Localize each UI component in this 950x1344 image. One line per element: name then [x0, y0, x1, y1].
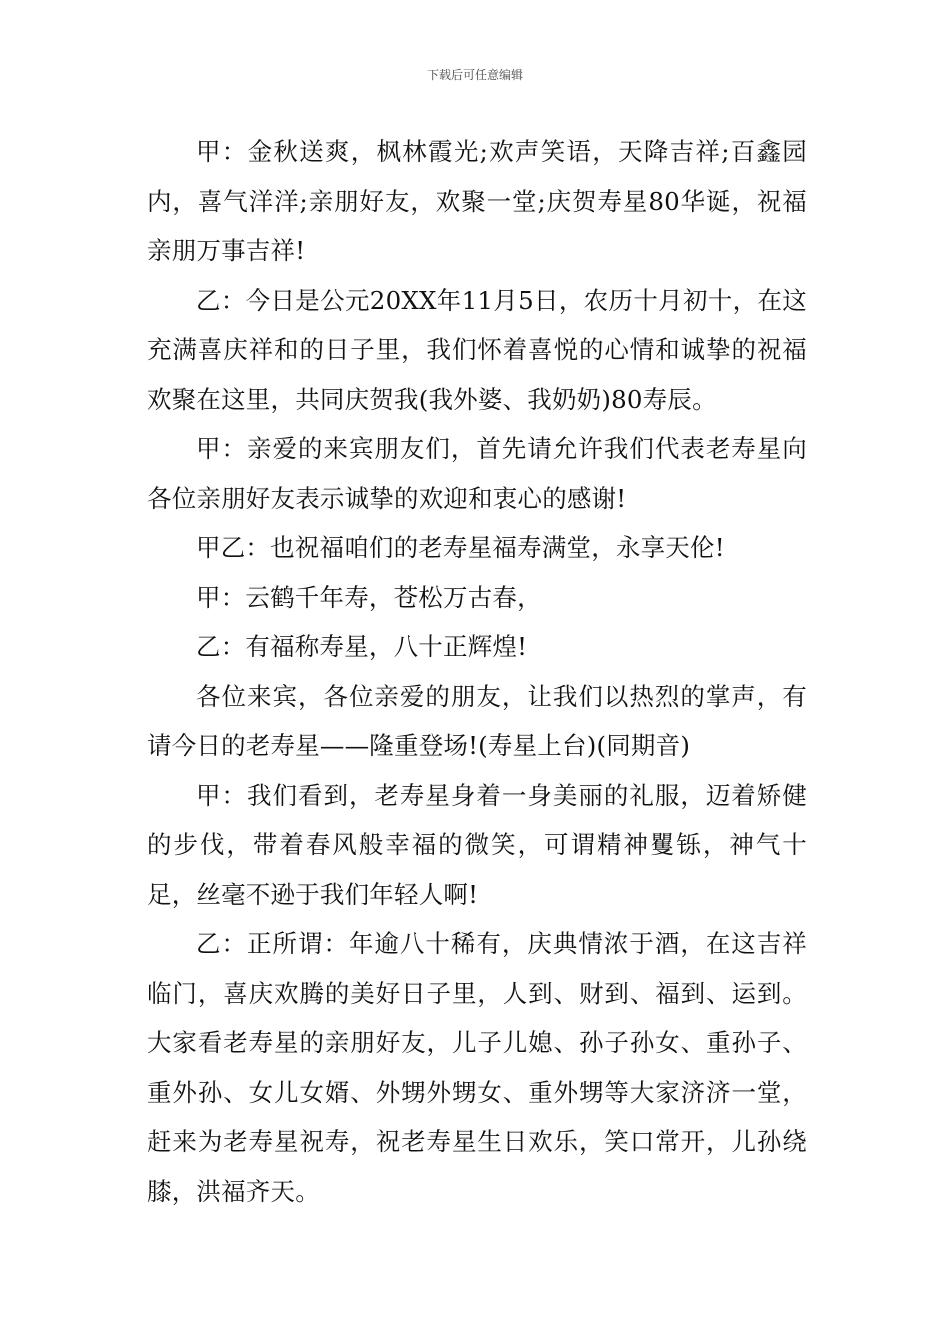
paragraph-4: 甲乙：也祝福咱们的老寿星福寿满堂，永享天伦! [196, 533, 725, 562]
paragraph-5: 甲：云鹤千年寿，苍松万古春， [196, 582, 542, 612]
paragraph-9: 乙：正所谓：年逾八十稀有，庆典情浓于酒，在这吉祥临门，喜庆欢腾的美好日子里，人到、财到、福到、运到。大家看老寿星的亲朋好友，儿子儿媳、孙子孙女、重孙子、重外孙、女儿女婿、外甥外甥女、重外甥等大家济济一堂，赶来为老寿星祝寿，祝老寿星生日欢乐，笑口常开，儿孙绕膝，洪福齐天。 [147, 929, 807, 1206]
paragraph-6: 乙：有福称寿星，八十正辉煌! [196, 632, 528, 661]
paragraph-3: 甲：亲爱的来宾朋友们，首先请允许我们代表老寿星向各位亲朋好友表示诚挚的欢迎和衷心的感谢! [147, 434, 807, 513]
paragraph-8: 甲：我们看到，老寿星身着一身美丽的礼服，迈着矫健的步伐，带着春风般幸福的微笑，可谓精神矍铄，神气十足，丝毫不逊于我们年轻人啊! [147, 780, 807, 909]
document-body [147, 127, 807, 1216]
page-header: 下载后可任意编辑 [426, 68, 523, 82]
paragraph-1: 甲：金秋送爽，枫林霞光;欢声笑语，天降吉祥;百鑫园内，喜气洋洋;亲朋好友，欢聚一堂;庆贺寿星80华诞，祝福亲朋万事吉祥! [147, 137, 807, 265]
paragraph-7: 各位来宾，各位亲爱的朋友，让我们以热烈的掌声，有请今日的老寿星——隆重登场!(寿星上台)(同期音) [147, 681, 807, 760]
paragraph-2: 乙：今日是公元20XX年11月5日，农历十月初十，在这充满喜庆祥和的日子里，我们怀着喜悦的心情和诚挚的祝福欢聚在这里，共同庆贺我(我外婆、我奶奶)80寿辰。 [147, 285, 807, 414]
